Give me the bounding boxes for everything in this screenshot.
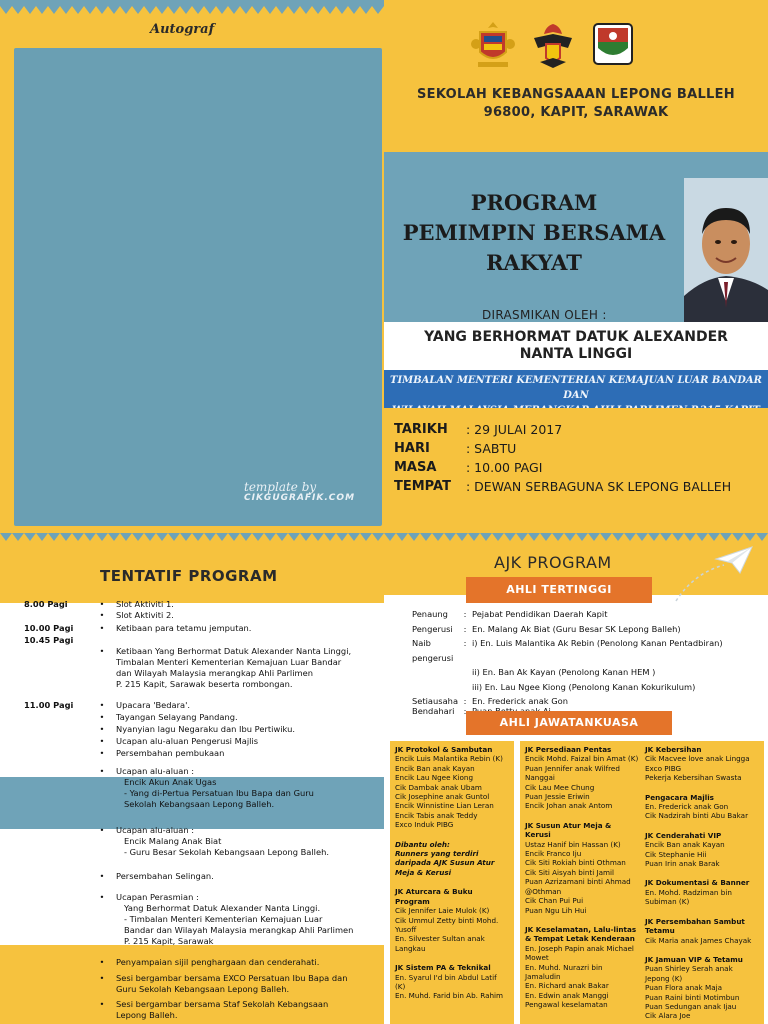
bullet: • (99, 646, 105, 656)
detail-label: MASA (394, 460, 437, 475)
schedule-time (24, 973, 88, 984)
committee-member: Puan Jennifer anak Wilfred Nanggai (525, 763, 620, 783)
committee-member: En. Joseph Papin anak Michael Mowet (525, 943, 634, 963)
committee-member: En. Muhd. Nurazri bin Jamaludin (525, 962, 603, 981)
schedule-time (24, 777, 88, 788)
colon-spacer (458, 680, 472, 695)
schedule-row (24, 984, 376, 995)
committee-member: Cik Dambak anak Ubam (395, 782, 482, 792)
school-address: 96800, KAPIT, SARAWAK (483, 105, 669, 120)
schedule-text-empty (116, 635, 376, 646)
committee-heading: Pengacara Majlis (645, 792, 714, 802)
watermark-line1: template by (244, 480, 317, 494)
gap (525, 811, 639, 821)
program-title-line2: PEMIMPIN BERSAMA (402, 220, 666, 245)
guest-name (384, 329, 768, 363)
committee-heading: JK Persediaan Pentas (525, 745, 612, 754)
committee-member: Encik Franco Iju (525, 849, 582, 859)
bullet-spacer (88, 903, 116, 914)
bullet-spacer (88, 788, 116, 799)
schedule-time (24, 668, 88, 679)
schedule-time (24, 646, 88, 657)
schedule-time (24, 957, 88, 968)
schedule-text: Bandar dan Wilayah Malaysia merangkap Ahli Parlimen (124, 925, 354, 935)
committee-role (412, 665, 458, 680)
schedule-text: Lepong Balleh. (116, 1010, 178, 1020)
gap (645, 868, 759, 878)
gap (645, 821, 759, 831)
autograf-panel (0, 0, 384, 533)
colon: : (463, 609, 467, 619)
gap (645, 945, 759, 955)
committee-member: Encik Johan anak Antom (525, 801, 613, 811)
schedule-row (24, 724, 376, 735)
bullet-spacer (88, 914, 116, 925)
schedule-row (24, 712, 376, 723)
bullet: • (99, 599, 105, 609)
schedule-text: Tayangan Selayang Pandang. (116, 712, 238, 722)
bullet: • (99, 712, 105, 722)
committee-member: En. Mohd. Radziman bin Subiman (K) (645, 887, 732, 907)
committee-member: En. Syarul I'd bin Abdul Latif (K) (395, 972, 497, 991)
committee-heading: JK Persembahan Sambut Tetamu (645, 916, 745, 936)
schedule-text: P. 215 Kapit, Sarawak beserta rombongan. (116, 679, 293, 689)
schedule-text: Slot Aktiviti 2. (116, 610, 174, 620)
bullet-spacer (88, 668, 116, 679)
gap (645, 907, 759, 917)
schedule-time (24, 892, 88, 903)
bullet-spacer (88, 925, 116, 936)
detail-row-day (394, 439, 731, 458)
schedule-text: Ketibaan Yang Berhormat Datuk Alexander Nanta Linggi, (116, 646, 352, 656)
committee-role: Setiausaha (412, 696, 459, 706)
committee-member: Cik Lau Mee Chung (525, 782, 595, 792)
ajk-panel (384, 545, 768, 1024)
schedule-text: Ucapan alu-aluan : (116, 825, 195, 835)
committee-member: Puan Ngu Lih Hui (525, 905, 587, 915)
committee-member: Puan Irin anak Barak (645, 859, 720, 869)
schedule-text: Timbalan Menteri Kementerian Kemajuan Luar Bandar (116, 657, 342, 667)
bullet-spacer (88, 635, 116, 646)
schedule-text: - Timbalan Menteri Kementerian Kemajuan Luar (124, 914, 323, 924)
committee-row (412, 680, 723, 695)
schedule-row (24, 736, 376, 747)
bullet: • (99, 892, 105, 902)
guest-name-line2: NANTA LINGGI (519, 346, 633, 362)
committee-heading: JK Keselamatan, Lalu-lintas & Tempat Letak Kenderaan (525, 924, 637, 944)
bullet-spacer (88, 847, 116, 858)
schedule-row (24, 957, 376, 968)
committee-member: iii) En. Lau Ngee Kiong (Penolong Kanan Kokurikulum) (472, 681, 696, 692)
committee-member: En. Frederick anak Gon (472, 696, 569, 706)
bullet: • (99, 700, 105, 710)
committee-member: ii) En. Ban Ak Kayan (Penolong Kanan HEM ) (472, 667, 656, 677)
committee-member: Puan Flora anak Maja (645, 983, 722, 993)
schedule-time (24, 847, 88, 858)
detail-row-time (394, 458, 731, 477)
committee-member: Cik Alara Joe (645, 1011, 691, 1021)
schedule-row (24, 679, 376, 690)
schedule-row (24, 892, 376, 903)
committee-member: En. Frederick anak Gon (645, 802, 729, 812)
bullet: • (99, 748, 105, 758)
committee-member: Cik Macvee love anak Lingga (645, 754, 750, 764)
bullet: • (99, 973, 105, 983)
schedule-time (24, 836, 88, 847)
event-details (394, 420, 731, 496)
school-name-line: SEKOLAH KEBANGSAAAN LEPONG BALLEH (417, 87, 735, 102)
guest-position-line1: TIMBALAN MENTERI KEMENTERIAN KEMAJUAN LUAR BANDAR DAN (390, 375, 762, 401)
committee-member: Encik Winnistine Lian Leran (395, 801, 494, 811)
committee-column-1 (390, 741, 514, 1024)
committee-heading: JK Aturcara & Buku Program (395, 887, 473, 906)
committee-member: En. Malang Ak Biat (Guru Besar SK Lepong Balleh) (472, 623, 681, 634)
gap (645, 783, 759, 793)
schedule-time (24, 788, 88, 799)
officiated-by-label: DIRASMIKAN OLEH : (482, 308, 607, 322)
detail-label: TEMPAT (394, 479, 451, 494)
detail-row-date (394, 420, 731, 439)
schedule-text: Ucapan Perasmian : (116, 892, 199, 902)
gap (395, 830, 509, 840)
schedule-text: Encik Akun Anak Ugas (124, 777, 217, 787)
schedule-row (24, 799, 376, 810)
schedule-row (24, 871, 376, 882)
schedule-row (24, 825, 376, 836)
gap (525, 915, 639, 925)
schedule-text: Yang Berhormat Datuk Alexander Nanta Linggi. (124, 903, 321, 913)
schedule-time (24, 936, 88, 947)
committee-member: Ustaz Hanif bin Hassan (K) (525, 839, 621, 849)
schedule-text: dan Wilayah Malaysia merangkap Ahli Parlimen (116, 668, 313, 678)
committee-member: Pengawal keselamatan (525, 1000, 608, 1010)
committee-member: Cik Siti Aisyah binti Jamil (525, 867, 615, 877)
committee-member: Exco PIBG (645, 763, 682, 773)
schedule-time: 11.00 Pagi (24, 700, 74, 710)
schedule-row (24, 903, 376, 914)
colon: : (463, 696, 467, 706)
schedule-text: Ketibaan para tetamu jemputan. (116, 623, 252, 633)
schedule-row (24, 788, 376, 799)
committee-row (412, 607, 723, 622)
gap (395, 877, 509, 887)
schedule-text: Slot Aktiviti 1. (116, 599, 174, 609)
committee-member: Encik Ban anak Kayan (645, 840, 725, 850)
ahli-tinggi-heading: AHLI TERTINGGI (466, 577, 652, 603)
bullet: • (99, 871, 105, 881)
schedule-time (24, 999, 88, 1010)
detail-label: HARI (394, 441, 430, 456)
schedule-time (24, 736, 88, 747)
schedule-time (24, 712, 88, 723)
gap (395, 953, 509, 963)
bullet-spacer (88, 1010, 116, 1021)
colon: : (463, 705, 467, 716)
inner-spread (0, 533, 768, 1024)
bullet-spacer (88, 836, 116, 847)
schedule-text: Sesi bergambar bersama EXCO Persatuan Ibu Bapa dan (116, 973, 348, 983)
committee-member: Encik Luis Malantika Rebin (K) (395, 754, 503, 764)
schedule-row (24, 599, 376, 610)
committee-member: Cik Ummul Zetty binti Mohd. Yusoff (395, 915, 499, 934)
committee-member: Cik Jennifer Laie Mulok (K) (395, 906, 490, 916)
bullet: • (99, 610, 105, 620)
tentatif-panel (0, 545, 384, 1024)
bullet: • (99, 724, 105, 734)
committee-member: Puan Jessie Eriwin (525, 792, 590, 802)
committee-member: Encik Ban anak Kayan (395, 763, 475, 773)
colon: : (463, 638, 467, 648)
committee-member: Puan Sedungan anak Ijau (645, 1001, 737, 1011)
schedule-text: P. 215 Kapit, Sarawak (124, 936, 214, 946)
schedule-row (24, 610, 376, 621)
schedule-row (24, 914, 376, 925)
guest-name-line1: YANG BERHORMAT DATUK ALEXANDER (424, 329, 728, 345)
schedule-time (24, 825, 88, 836)
colon: : (463, 623, 467, 634)
schedule-time (24, 610, 88, 621)
committee-column-2 (520, 741, 644, 1024)
schedule-row (24, 836, 376, 847)
bullet-spacer (88, 679, 116, 690)
schedule-row (24, 847, 376, 858)
committee-member: En. Silvester Sultan anak Langkau (395, 934, 485, 953)
bullet-spacer (88, 936, 116, 947)
committee-member: Encik Mohd. Faizal bin Amat (K) (525, 754, 639, 764)
committee-role (412, 680, 458, 695)
guest-portrait (684, 178, 768, 322)
committee-member: Exco Induk PIBG (395, 820, 454, 830)
bullet: • (99, 736, 105, 746)
bullet: • (99, 999, 105, 1009)
committee-member: Cik Nadzirah binti Abu Bakar (645, 811, 749, 821)
schedule-time: 8.00 Pagi (24, 599, 68, 609)
detail-row-venue (394, 477, 731, 496)
schedule-text: - Guru Besar Sekolah Kebangsaan Lepong Balleh. (124, 847, 329, 857)
schedule-text: Nyanyian lagu Negaraku dan Ibu Pertiwiku. (116, 724, 295, 734)
schedule-row (24, 777, 376, 788)
schedule-row (24, 999, 376, 1010)
schedule-row (24, 925, 376, 936)
watermark-line2: CIKGUGRAFIK (244, 493, 325, 503)
committee-member: Cik Stephanie Hii (645, 849, 707, 859)
watermark-line3: .COM (324, 493, 356, 503)
watermark (244, 482, 355, 503)
schedule-text: Encik Malang Anak Biat (124, 836, 222, 846)
detail-value: : DEWAN SERBAGUNA SK LEPONG BALLEH (466, 479, 732, 494)
committee-member: Pekerja Kebersihan Swasta (645, 773, 742, 783)
schedule-text: Ucapan alu-aluan Pengerusi Majlis (116, 736, 259, 746)
schedule-text: - Yang di-Pertua Persatuan Ibu Bapa dan Guru (124, 788, 314, 798)
committee-role: Pengerusi (412, 623, 453, 634)
committee-member: En. Edwin anak Manggi (525, 990, 609, 1000)
committee-member: i) En. Luis Malantika Ak Rebin (Penolong Kanan Pentadbiran) (472, 638, 723, 648)
portrait-photo (684, 178, 768, 322)
committee-row (412, 622, 723, 637)
tentatif-title: TENTATIF PROGRAM (100, 567, 278, 585)
schedule-text: Guru Sekolah Kebangsaan Lepong Balleh. (116, 984, 290, 994)
committee-heading: JK Susun Atur Meja & Kerusi (525, 820, 612, 840)
schedule-text: Penyampaian sijil penghargaan dan cenderahati. (116, 957, 320, 967)
committee-member: Puan Azrizamani binti Ahmad @Othman (525, 877, 631, 896)
schedule-row (24, 973, 376, 984)
schedule-time (24, 799, 88, 810)
committee-member: Pejabat Pendidikan Daerah Kapit (472, 609, 608, 619)
schedule-row (24, 657, 376, 668)
dashed-trail-icon (674, 553, 734, 603)
schedule-time (24, 724, 88, 735)
colon-spacer (458, 665, 472, 680)
schedule-time (24, 871, 88, 882)
schedule-text: Persembahan pembukaan (116, 748, 225, 758)
committee-member: Cik Josephine anak Guntol (395, 792, 490, 802)
logo-row (470, 18, 636, 70)
zigzag-divider (0, 533, 768, 545)
schedule-time (24, 766, 88, 777)
schedule-time: 10.45 Pagi (24, 635, 74, 645)
committee-heading: JK Jamuan VIP & Tetamu (645, 954, 743, 964)
school-name (384, 86, 768, 122)
schedule-text: Sekolah Kebangsaan Lepong Balleh. (124, 799, 275, 809)
committee-row (412, 665, 723, 680)
kapit-division-icon (590, 18, 636, 70)
schedule-row (24, 1010, 376, 1021)
committee-role: Naib pengerusi (412, 638, 454, 663)
autograf-area (14, 48, 382, 526)
schedule-row (24, 646, 376, 657)
top-committee-list (412, 607, 723, 718)
committee-member: Encik Lau Ngee Kiong (395, 773, 474, 783)
committee-member: Cik Siti Rokiah binti Othman (525, 858, 626, 868)
committee-member: Puan Raini binti Motimbun (645, 992, 740, 1002)
schedule-time: 10.00 Pagi (24, 623, 74, 633)
schedule-row (24, 623, 376, 634)
committee-heading: JK Cenderahati VIP (645, 830, 722, 840)
bullet: • (99, 957, 105, 967)
schedule-time (24, 748, 88, 759)
detail-label: TARIKH (394, 422, 448, 437)
ahli-jawatankuasa-heading: AHLI JAWATANKUASA (466, 711, 672, 735)
program-title-line3: RAKYAT (486, 250, 582, 275)
committee-member: En. Muhd. Farid bin Ab. Rahim (395, 991, 504, 1001)
committee-role: Bendahari (412, 705, 455, 716)
committee-heading: JK Kebersihan (645, 745, 702, 754)
zigzag-border (0, 0, 384, 14)
bullet-spacer (88, 657, 116, 668)
program-title-line1: PROGRAM (470, 190, 598, 215)
schedule-text: Ucapan alu-aluan : (116, 766, 195, 776)
bullet-spacer (88, 777, 116, 788)
schedule-text: Persembahan Selingan. (116, 871, 214, 881)
committee-member: Cik Chan Pui Pui (525, 896, 584, 906)
detail-value: : SABTU (466, 441, 517, 456)
schedule-row (24, 635, 376, 646)
schedule-row (24, 936, 376, 947)
committee-member: En. Richard anak Bakar (525, 981, 609, 991)
committee-member: Puan Shirley Serah anak Jepong (K) (645, 964, 733, 983)
schedule-time (24, 657, 88, 668)
schedule-text: Upacara 'Bedara'. (116, 700, 191, 710)
committee-heading: JK Dokumentasi & Banner (645, 878, 750, 888)
committee-column-3 (640, 741, 764, 1024)
bullet: • (99, 766, 105, 776)
bullet: • (99, 623, 105, 633)
committee-member: Cik Maria anak James Chayak (645, 935, 752, 945)
schedule-row (24, 748, 376, 759)
schedule-time (24, 903, 88, 914)
schedule-row (24, 668, 376, 679)
malaysia-crest-icon (470, 18, 516, 70)
committee-heading: JK Protokol & Sambutan (395, 745, 493, 754)
bullet-spacer (88, 799, 116, 810)
schedule-text: Sesi bergambar bersama Staf Sekolah Kebangsaan (116, 999, 329, 1009)
ajk-title: AJK PROGRAM (494, 553, 612, 572)
cover-panel (384, 0, 768, 533)
program-title (384, 188, 684, 278)
committee-heading: JK Sistem PA & Teknikal (395, 963, 491, 973)
bullet-spacer (88, 984, 116, 995)
committee-note: Runners yang terdiri daripada AJK Susun Atur Meja & Kerusi (395, 849, 495, 877)
schedule-time (24, 984, 88, 995)
schedule-time (24, 1010, 88, 1021)
committee-row (412, 636, 723, 665)
schedule-time (24, 679, 88, 690)
detail-value: : 10.00 PAGI (466, 460, 543, 475)
committee-role: Penaung (412, 609, 448, 619)
schedule-row (24, 766, 376, 777)
sarawak-hornbill-icon (530, 18, 576, 70)
schedule-row (24, 700, 376, 711)
schedule-time (24, 914, 88, 925)
committee-member: Encik Tabis anak Teddy (395, 810, 478, 820)
autograf-heading: Autograf (150, 22, 215, 37)
bullet: • (99, 825, 105, 835)
detail-value: : 29 JULAI 2017 (466, 422, 563, 437)
committee-note: Dibantu oleh: (395, 839, 450, 849)
schedule-time (24, 925, 88, 936)
